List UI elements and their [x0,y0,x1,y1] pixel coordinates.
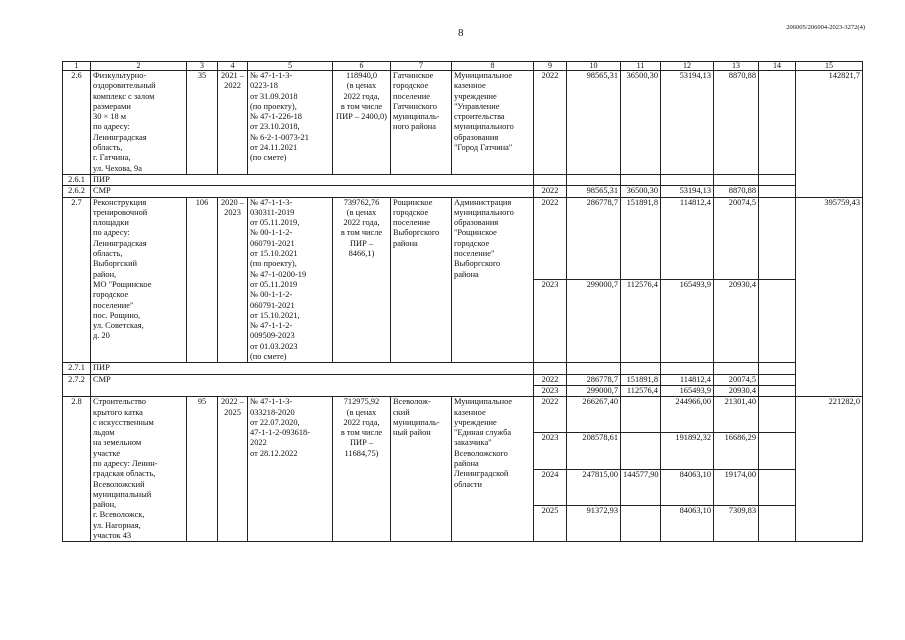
amount-cell: 8870,88 [714,71,759,175]
column-header: 13 [714,62,759,71]
amount-cell [759,397,796,433]
column-header: 8 [452,62,534,71]
header-row [63,62,863,71]
total-cell: 395759,43 [796,197,863,397]
column-header: 11 [621,62,661,71]
amount-cell [759,469,796,505]
year-cell: 2023 [534,385,567,396]
item-number: 2.7 [63,197,91,363]
amount-cell [759,363,796,374]
amount-cell: 53194,13 [661,71,714,175]
amount-cell: 112576,4 [621,280,661,363]
amount-cell: 244966,00 [661,397,714,433]
amount-cell: 19174,00 [714,469,759,505]
total-cell: 221282,0 [796,397,863,542]
total-cell: 142821,7 [796,71,863,198]
sub-label: ПИР [91,174,534,185]
column-header: 12 [661,62,714,71]
sub-label: СМР [91,186,534,197]
object-name: Физкультурно- оздоровительный комплекс с залом размерами 30 × 18 м по адресу: Ленинградская область, г. Гатчина, ул. Чехова, 9а [91,71,187,175]
column-header: 4 [218,62,248,71]
column-header: 15 [796,62,863,71]
capacity-cell: 95 [187,397,218,542]
table-row [63,397,863,433]
amount-cell [759,71,796,175]
amount-cell: 98565,31 [567,71,621,175]
amount-cell: 208578,61 [567,433,621,469]
sub-row [63,374,863,385]
table-row [63,71,863,175]
item-number: 2.8 [63,397,91,542]
amount-cell [621,433,661,469]
period-cell: 2020 – 2023 [218,197,248,363]
year-cell: 2023 [534,280,567,363]
sub-number: 2.6.1 [63,174,91,185]
period-cell: 2021 – 2022 [218,71,248,175]
column-header: 14 [759,62,796,71]
column-header: 3 [187,62,218,71]
amount-cell [621,506,661,542]
amount-cell: 36500,30 [621,71,661,175]
municipality-cell: Всеволож- ский муниципаль- ный район [391,397,452,542]
amount-cell: 151891,8 [621,374,661,385]
amount-cell: 53194,13 [661,186,714,197]
documents-cell: № 47-1-1-3- 030311-2019 от 05.11.2019, № 00-1-1-2- 060791-2021 от 15.10.2021 (по проекту), № 47-1-0200-19 от 05.11.2019 № 00-1-1-2- 060791-2021 от 15.10.2021, № 47-1-1-2- 009509-2023 от 01.03.2023 (по смете) [248,197,333,363]
column-header: 7 [391,62,452,71]
amount-cell [759,506,796,542]
sub-label: ПИР [91,363,534,374]
column-header: 6 [333,62,391,71]
amount-cell [759,174,796,185]
amount-cell: 151891,8 [621,197,661,280]
table-row [63,197,863,280]
amount-cell [661,174,714,185]
year-cell: 2022 [534,397,567,433]
column-header: 2 [91,62,187,71]
year-cell: 2023 [534,433,567,469]
cost-cell: 739762,76 (в ценах 2022 года, в том числе ПИР – 8466,1) [333,197,391,363]
amount-cell [714,174,759,185]
column-header: 5 [248,62,333,71]
amount-cell [621,174,661,185]
document-code: 206005/206004-2023-3272(4) [786,24,865,31]
column-header: 1 [63,62,91,71]
year-cell: 2022 [534,197,567,280]
cost-cell: 118940,0 (в ценах 2022 года, в том числе ПИР – 2400,0) [333,71,391,175]
amount-cell: 20074,5 [714,374,759,385]
amount-cell: 36500,30 [621,186,661,197]
amount-cell: 84063,10 [661,506,714,542]
object-name: Реконструкция тренировочной площадки по адресу: Ленинградская область, Выборгский район, МО "Рощинское городское поселение" пос. Рощино, ул. Советская, д. 20 [91,197,187,363]
municipality-cell: Рощинское городское поселение Выборгского района [391,197,452,363]
amount-cell: 84063,10 [661,469,714,505]
amount-cell: 21301,40 [714,397,759,433]
amount-cell: 266267,40 [567,397,621,433]
amount-cell: 247815,00 [567,469,621,505]
year-cell: 2022 [534,71,567,175]
amount-cell: 8870,88 [714,186,759,197]
year-cell: 2022 [534,374,567,385]
customer-cell: Муниципальное казенное учреждение "Управление строительства муниципального образования "Город Гатчина" [452,71,534,175]
amount-cell [759,197,796,280]
cost-cell: 712975,92 (в ценах 2022 года, в том числе ПИР – 11684,75) [333,397,391,542]
sub-row [63,363,863,374]
customer-cell: Администрация муниципального образования "Рощинское городское поселение" Выборгского района [452,197,534,363]
year-cell [534,174,567,185]
amount-cell: 20074,5 [714,197,759,280]
sub-number: 2.6.2 [63,186,91,197]
amount-cell [621,363,661,374]
documents-cell: № 47-1-1-3- 033218-2020 от 22.07.2020, 47-1-1-2-093618- 2022 от 28.12.2022 [248,397,333,542]
year-cell: 2024 [534,469,567,505]
amount-cell: 98565,31 [567,186,621,197]
amount-cell [714,363,759,374]
amount-cell: 112576,4 [621,385,661,396]
amount-cell: 165493,9 [661,385,714,396]
sub-row [63,174,863,185]
year-cell [534,363,567,374]
column-header: 10 [567,62,621,71]
amount-cell: 114812,4 [661,197,714,280]
customer-cell: Муниципальное казенное учреждение "Единая служба заказчика" Всеволожского района Ленинградской области [452,397,534,542]
amount-cell [661,363,714,374]
amount-cell [759,280,796,363]
sub-row [63,186,863,197]
column-header: 9 [534,62,567,71]
amount-cell: 16686,29 [714,433,759,469]
amount-cell: 114812,4 [661,374,714,385]
capacity-cell: 106 [187,197,218,363]
year-cell: 2022 [534,186,567,197]
register-table [62,61,863,542]
amount-cell [759,374,796,385]
municipality-cell: Гатчинское городское поселение Гатчинского муниципаль- ного района [391,71,452,175]
amount-cell: 299000,7 [567,280,621,363]
amount-cell [621,397,661,433]
amount-cell: 165493,9 [661,280,714,363]
object-name: Строительство крытого катка с искусственным льдом на земельном участке по адресу: Ленин- градская область, Всеволожский муниципальный район, г. Всеволожск, ул. Нагорная, участок 43 [91,397,187,542]
amount-cell: 286778,7 [567,197,621,280]
amount-cell [759,385,796,396]
documents-cell: № 47-1-1-3- 0223-18 от 31.09.2018 (по проекту), № 47-1-226-18 от 23.10.2018, № 6-2-1-0073-21 от 24.11.2021 (по смете) [248,71,333,175]
capacity-cell: 35 [187,71,218,175]
sub-number: 2.7.2 [63,374,91,397]
amount-cell: 7309,83 [714,506,759,542]
page-number: 8 [458,27,464,39]
amount-cell [759,186,796,197]
year-cell: 2025 [534,506,567,542]
amount-cell [567,174,621,185]
amount-cell: 191892,32 [661,433,714,469]
sub-number: 2.7.1 [63,363,91,374]
amount-cell: 20930,4 [714,280,759,363]
amount-cell: 91372,93 [567,506,621,542]
period-cell: 2022 – 2025 [218,397,248,542]
amount-cell [567,363,621,374]
amount-cell: 286778,7 [567,374,621,385]
sub-label: СМР [91,374,534,397]
amount-cell: 144577,90 [621,469,661,505]
amount-cell [759,433,796,469]
item-number: 2.6 [63,71,91,175]
amount-cell: 20930,4 [714,385,759,396]
amount-cell: 299000,7 [567,385,621,396]
